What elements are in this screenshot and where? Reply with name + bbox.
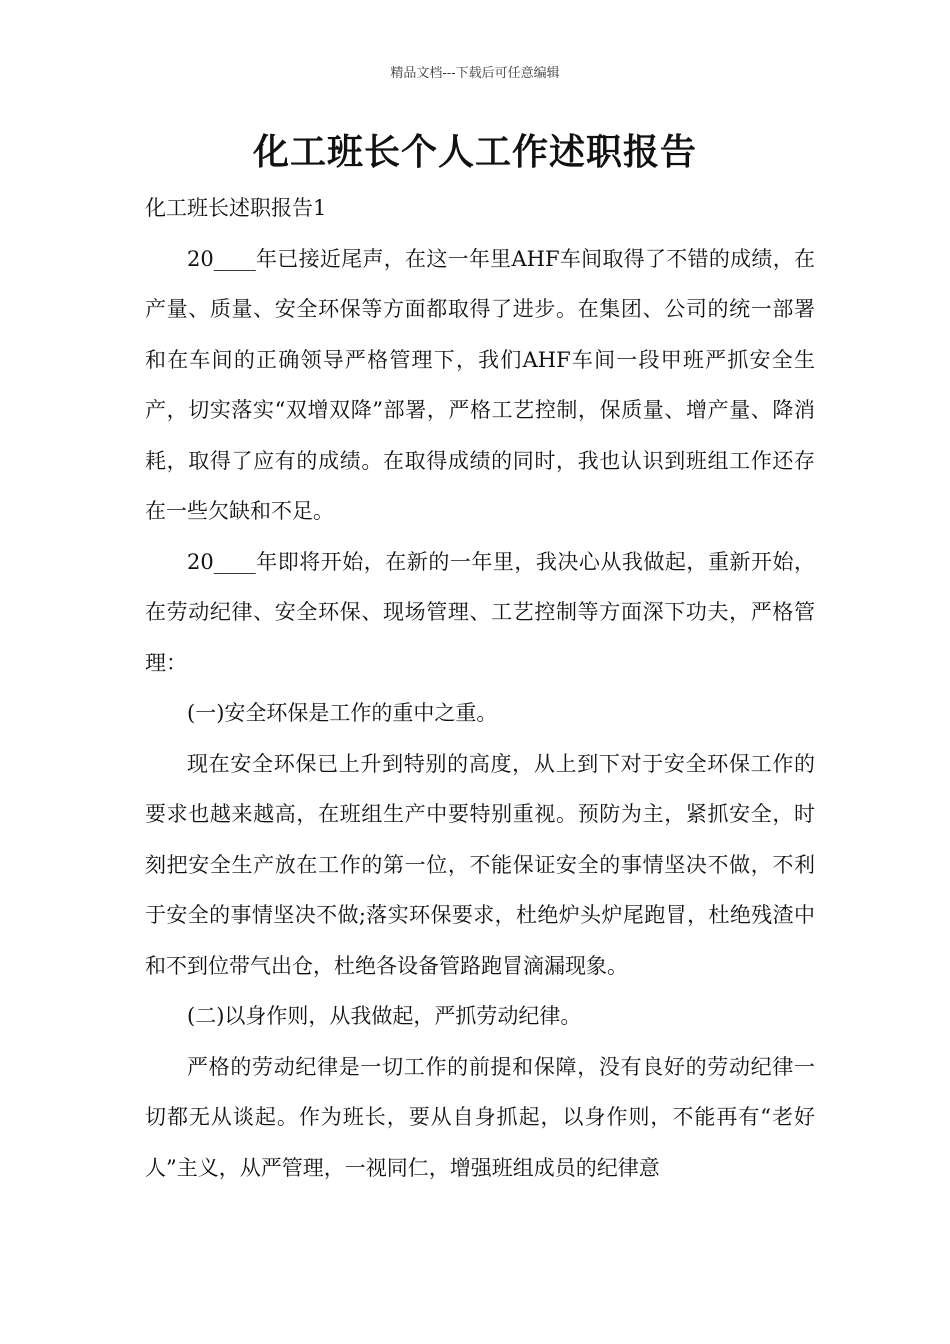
document-title: 化工班长个人工作述职报告 — [252, 131, 697, 173]
paragraph: 现在安全环保已上升到特别的高度，从上到下对于安全环保工作的要求也越来越高，在班组生产中要特别重视。预防为主，紧抓安全，时刻把安全生产放在工作的第一位，不能保证安全的事情坚决不做，不利于安全的事情坚决不做;落实环保要求，杜绝炉头炉尾跑冒，杜绝残渣中和不到位带气出仓，杜绝各设备管路跑冒滴漏现象。 — [145, 751, 815, 978]
subsection-heading: (二)以身作则，从我做起，严抓劳动纪律。 — [187, 1004, 582, 1028]
paragraph: 20____年即将开始，在新的一年里，我决心从我做起，重新开始，在劳动纪律、安全环保、现场管理、工艺控制等方面深下功夫，严格管理： — [145, 549, 815, 675]
subsection-heading: (一)安全环保是工作的重中之重。 — [187, 701, 498, 725]
paragraph: 严格的劳动纪律是一切工作的前提和保障，没有良好的劳动纪律一切都无从谈起。作为班长，要从自身抓起，以身作则，不能再有“老好人”主义，从严管理，一视同仁，增强班组成员的纪律意 — [145, 1054, 815, 1180]
section-heading: 化工班长述职报告1 — [145, 196, 327, 220]
document-body — [145, 183, 815, 1193]
paragraph: 20____年已接近尾声，在这一年里AHF车间取得了不错的成绩，在产量、质量、安全环保等方面都取得了进步。在集团、公司的统一部署和在车间的正确领导严格管理下，我们AHF车间一段甲班严抓安全生产，切实落实“双增双降”部署，严格工艺控制，保质量、增产量、降消耗，取得了应有的成绩。在取得成绩的同时，我也认识到班组工作还存在一些欠缺和不足。 — [145, 246, 815, 523]
header-note: 精品文档---下载后可任意编辑 — [390, 66, 560, 81]
